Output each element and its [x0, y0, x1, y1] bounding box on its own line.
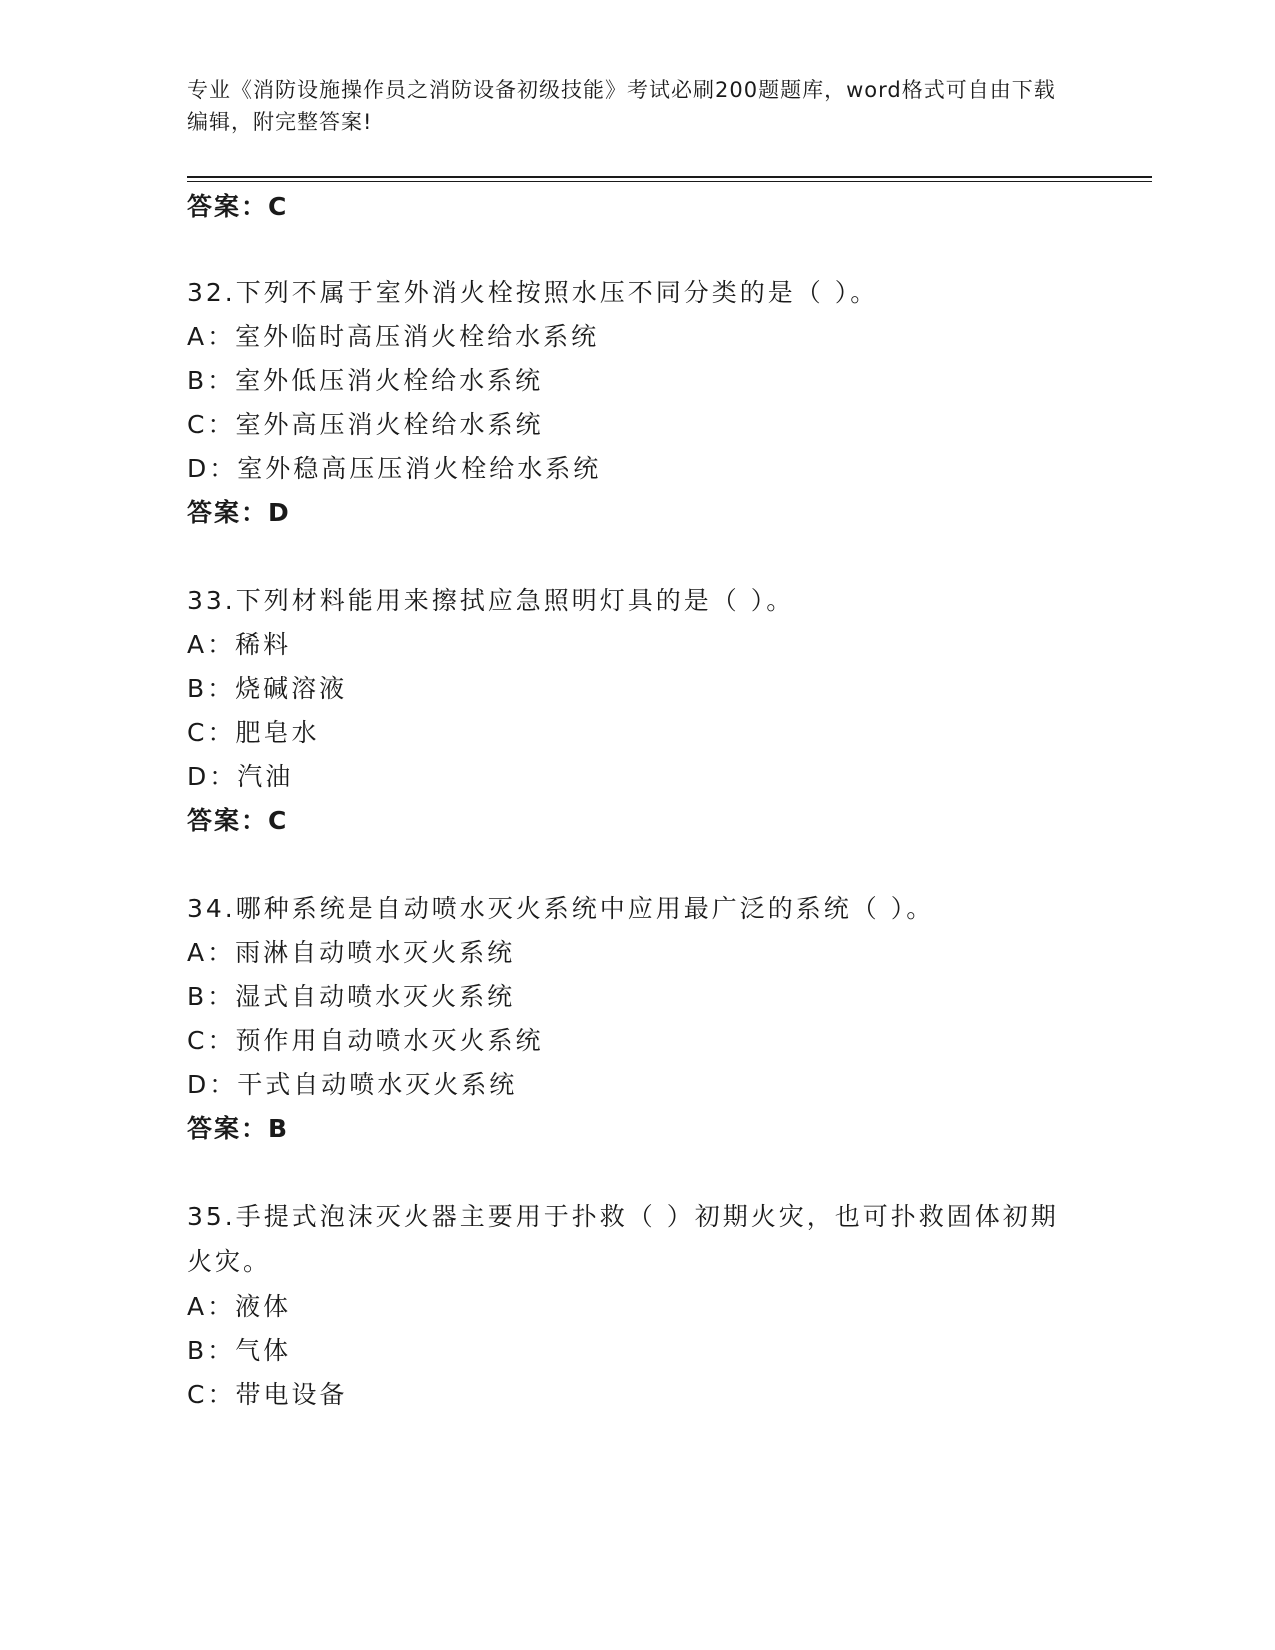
question-stem: 35.手提式泡沫灭火器主要用于扑救（ ）初期火灾，也可扑救固体初期火灾。 — [187, 1202, 1059, 1276]
option-a: A：室外临时高压消火栓给水系统 — [187, 322, 600, 351]
option-b: B：烧碱溶液 — [187, 674, 348, 703]
option-c: C：肥皂水 — [187, 718, 320, 747]
option-b: B：气体 — [187, 1336, 292, 1365]
header-divider-thick — [187, 176, 1152, 178]
option-c: C：室外高压消火栓给水系统 — [187, 410, 544, 439]
option-d: D：室外稳高压压消火栓给水系统 — [187, 454, 602, 483]
answer-line: 答案：C — [187, 192, 289, 221]
option-a: A：液体 — [187, 1292, 292, 1321]
option-d: D：汽油 — [187, 762, 294, 791]
option-c: C：预作用自动喷水灭火系统 — [187, 1026, 544, 1055]
option-b: B：室外低压消火栓给水系统 — [187, 366, 544, 395]
question-stem: 33.下列材料能用来擦拭应急照明灯具的是（ ）。 — [187, 586, 795, 615]
option-c: C：带电设备 — [187, 1380, 348, 1409]
answer-line: 答案：D — [187, 498, 291, 527]
option-a: A：稀料 — [187, 630, 292, 659]
answer-line: 答案：B — [187, 1114, 290, 1143]
document-header-title: 专业《消防设施操作员之消防设备初级技能》考试必刷200题题库，word格式可自由下载编辑，附完整答案! — [187, 78, 1056, 134]
option-d: D：干式自动喷水灭火系统 — [187, 1070, 518, 1099]
header-divider-thin — [187, 181, 1152, 182]
answer-line: 答案：C — [187, 806, 289, 835]
option-a: A：雨淋自动喷水灭火系统 — [187, 938, 516, 967]
question-stem: 34.哪种系统是自动喷水灭火系统中应用最广泛的系统（ ）。 — [187, 894, 935, 923]
option-b: B：湿式自动喷水灭火系统 — [187, 982, 516, 1011]
question-stem: 32.下列不属于室外消火栓按照水压不同分类的是（ ）。 — [187, 278, 879, 307]
